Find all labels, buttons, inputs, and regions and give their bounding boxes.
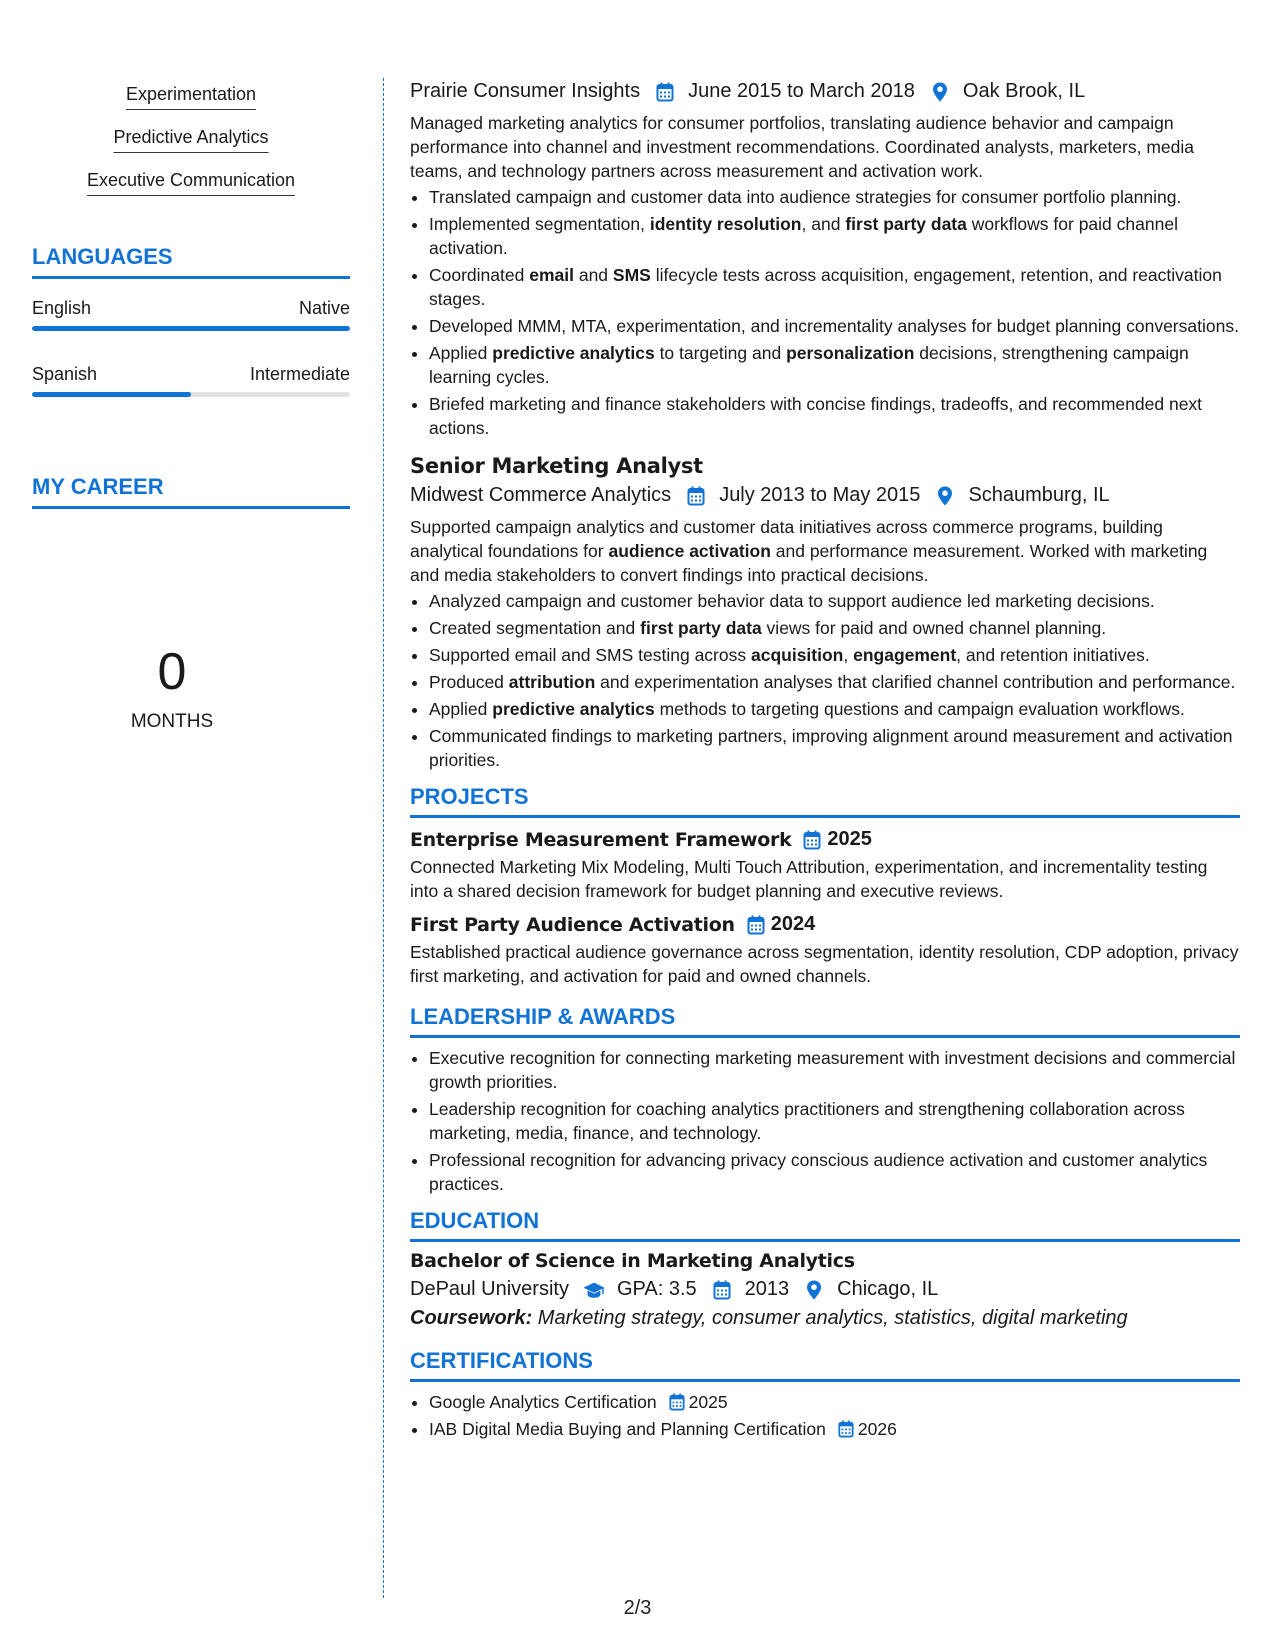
language-name: Spanish	[32, 364, 98, 384]
project-title: Enterprise Measurement Framework	[410, 828, 792, 851]
calendar-icon	[711, 1279, 733, 1301]
project-title: First Party Audience Activation	[410, 913, 735, 936]
bullet-item: • Coordinated email and SMS lifecycle tests across acquisition, engagement, retention, and reactivation stages.	[429, 263, 1240, 311]
bullet-item: • Produced attribution and experimentation analyses that clarified channel contribution and performance.	[429, 670, 1240, 694]
job-meta	[410, 80, 1240, 103]
language-proficiency-bar	[32, 392, 350, 397]
skill-tag: Predictive Analytics	[113, 127, 268, 153]
job-title: Senior Marketing Analyst	[410, 454, 703, 478]
job-dates: July 2013 to May 2015	[719, 484, 921, 506]
job-location: Schaumburg, IL	[968, 484, 1110, 506]
leadership-list	[410, 1046, 1240, 1196]
bullet-item: • Analyzed campaign and customer behavior data to support audience led marketing decisions.	[429, 589, 1240, 613]
coursework-label: Coursework:	[410, 1307, 533, 1329]
language-proficiency-bar	[32, 326, 350, 331]
school-location: Chicago, IL	[837, 1278, 939, 1300]
project-description: Connected Marketing Mix Modeling, Multi Touch Attribution, experimentation, and incrementality testing into a shared decision framework for budget planning and executive reviews.	[410, 857, 1208, 901]
project-title-line	[410, 828, 1240, 851]
bullet-item: • Supported email and SMS testing across acquisition, engagement, and retention initiatives.	[429, 643, 1240, 667]
education-meta	[410, 1278, 1240, 1301]
page-number: 2/3	[623, 1597, 652, 1619]
language-name: English	[32, 298, 92, 318]
experience-entry	[410, 454, 1240, 772]
bullet-item: • Developed MMM, MTA, experimentation, and incrementality analyses for budget planning conversations.	[429, 314, 1240, 338]
project-year: 2025	[827, 828, 872, 850]
bullet-item: • Translated campaign and customer data into audience strategies for consumer portfolio planning.	[429, 185, 1240, 209]
certifications-list	[410, 1390, 1240, 1441]
bullet-item: • Briefed marketing and finance stakeholders with concise findings, tradeoffs, and recommended next actions.	[429, 392, 1240, 440]
project-entry	[410, 828, 1240, 903]
main-content	[410, 80, 1240, 1444]
location-pin-icon	[803, 1279, 825, 1301]
certification-item	[429, 1390, 1240, 1414]
job-summary: Supported campaign analytics and customer data initiatives across commerce programs, building analytical foundations for audience activation and performance measurement. Worked with marketing and media stakeholders to convert findings into practical decisions.	[410, 517, 1208, 585]
career-duration-unit: MONTHS	[130, 711, 214, 732]
degree-title: Bachelor of Science in Marketing Analytics	[410, 1250, 855, 1272]
job-bullets	[410, 185, 1240, 440]
certification-name: • Google Analytics Certification	[429, 1392, 657, 1412]
calendar-icon	[838, 1420, 854, 1438]
job-bullets	[410, 589, 1240, 772]
bullet-item: • Applied predictive analytics methods to targeting questions and campaign evaluation workflows.	[429, 697, 1240, 721]
job-dates: June 2015 to March 2018	[688, 80, 915, 102]
location-pin-icon	[934, 485, 956, 507]
project-entry	[410, 913, 1240, 988]
experience-entry	[410, 80, 1240, 440]
project-year: 2024	[770, 913, 816, 935]
career-heading: MY CAREER	[32, 474, 350, 509]
projects-heading: PROJECTS	[410, 784, 1240, 818]
job-meta	[410, 484, 1240, 507]
career-duration-value: 0	[157, 643, 187, 701]
sidebar	[32, 0, 350, 1650]
graduation-cap-icon	[583, 1279, 605, 1301]
job-summary: Managed marketing analytics for consumer portfolios, translating audience behavior and campaign performance into channel and investment recommendations. Coordinated analysts, marketers, media teams, and technology partners across measurement and activation work.	[410, 113, 1195, 181]
calendar-icon	[685, 485, 707, 507]
coursework	[410, 1307, 1240, 1330]
certification-year: 2025	[688, 1392, 728, 1412]
skill-tag: Experimentation	[126, 84, 256, 110]
skill-tag: Executive Communication	[87, 170, 295, 196]
calendar-icon	[803, 830, 821, 850]
languages-heading: LANGUAGES	[32, 244, 350, 279]
certification-item	[429, 1417, 1240, 1441]
calendar-icon	[747, 915, 765, 935]
leadership-heading: LEADERSHIP & AWARDS	[410, 1004, 1240, 1038]
language-level: Intermediate	[249, 364, 350, 384]
school-name: DePaul University	[410, 1278, 569, 1300]
job-location: Oak Brook, IL	[962, 80, 1086, 102]
company-name: Midwest Commerce Analytics	[410, 484, 672, 506]
project-title-line	[410, 913, 1240, 936]
graduation-year: 2013	[744, 1278, 790, 1300]
bullet-item: • Implemented segmentation, identity resolution, and first party data workflows for paid channel activation.	[429, 212, 1240, 260]
company-name: Prairie Consumer Insights	[410, 80, 641, 102]
calendar-icon	[669, 1393, 685, 1411]
leadership-item: • Executive recognition for connecting marketing measurement with investment decisions and commercial growth priorities.	[429, 1046, 1240, 1094]
certification-name: • IAB Digital Media Buying and Planning Certification	[429, 1419, 826, 1439]
column-divider	[383, 78, 384, 1598]
certification-year: 2026	[857, 1419, 897, 1439]
bullet-item: • Created segmentation and first party data views for paid and owned channel planning.	[429, 616, 1240, 640]
language-level: Native	[298, 298, 350, 318]
bullet-item: • Applied predictive analytics to targeting and personalization decisions, strengthening campaign learning cycles.	[429, 341, 1240, 389]
gpa: GPA: 3.5	[616, 1278, 697, 1300]
calendar-icon	[654, 81, 676, 103]
coursework-text: Marketing strategy, consumer analytics, statistics, digital marketing	[532, 1307, 1128, 1329]
location-pin-icon	[929, 81, 951, 103]
certifications-heading: CERTIFICATIONS	[410, 1348, 1240, 1382]
leadership-item: • Leadership recognition for coaching analytics practitioners and strengthening collaboration across marketing, media, finance, and technology.	[429, 1097, 1240, 1145]
bullet-item: • Communicated findings to marketing partners, improving alignment around measurement and activation priorities.	[429, 724, 1240, 772]
language-proficiency-fill	[32, 392, 191, 397]
project-description: Established practical audience governance across segmentation, identity resolution, CDP adoption, privacy first marketing, and activation for paid and owned channels.	[410, 942, 1239, 986]
language-proficiency-fill	[32, 326, 350, 331]
education-heading: EDUCATION	[410, 1208, 1240, 1242]
leadership-item: • Professional recognition for advancing privacy conscious audience activation and customer analytics practices.	[429, 1148, 1240, 1196]
